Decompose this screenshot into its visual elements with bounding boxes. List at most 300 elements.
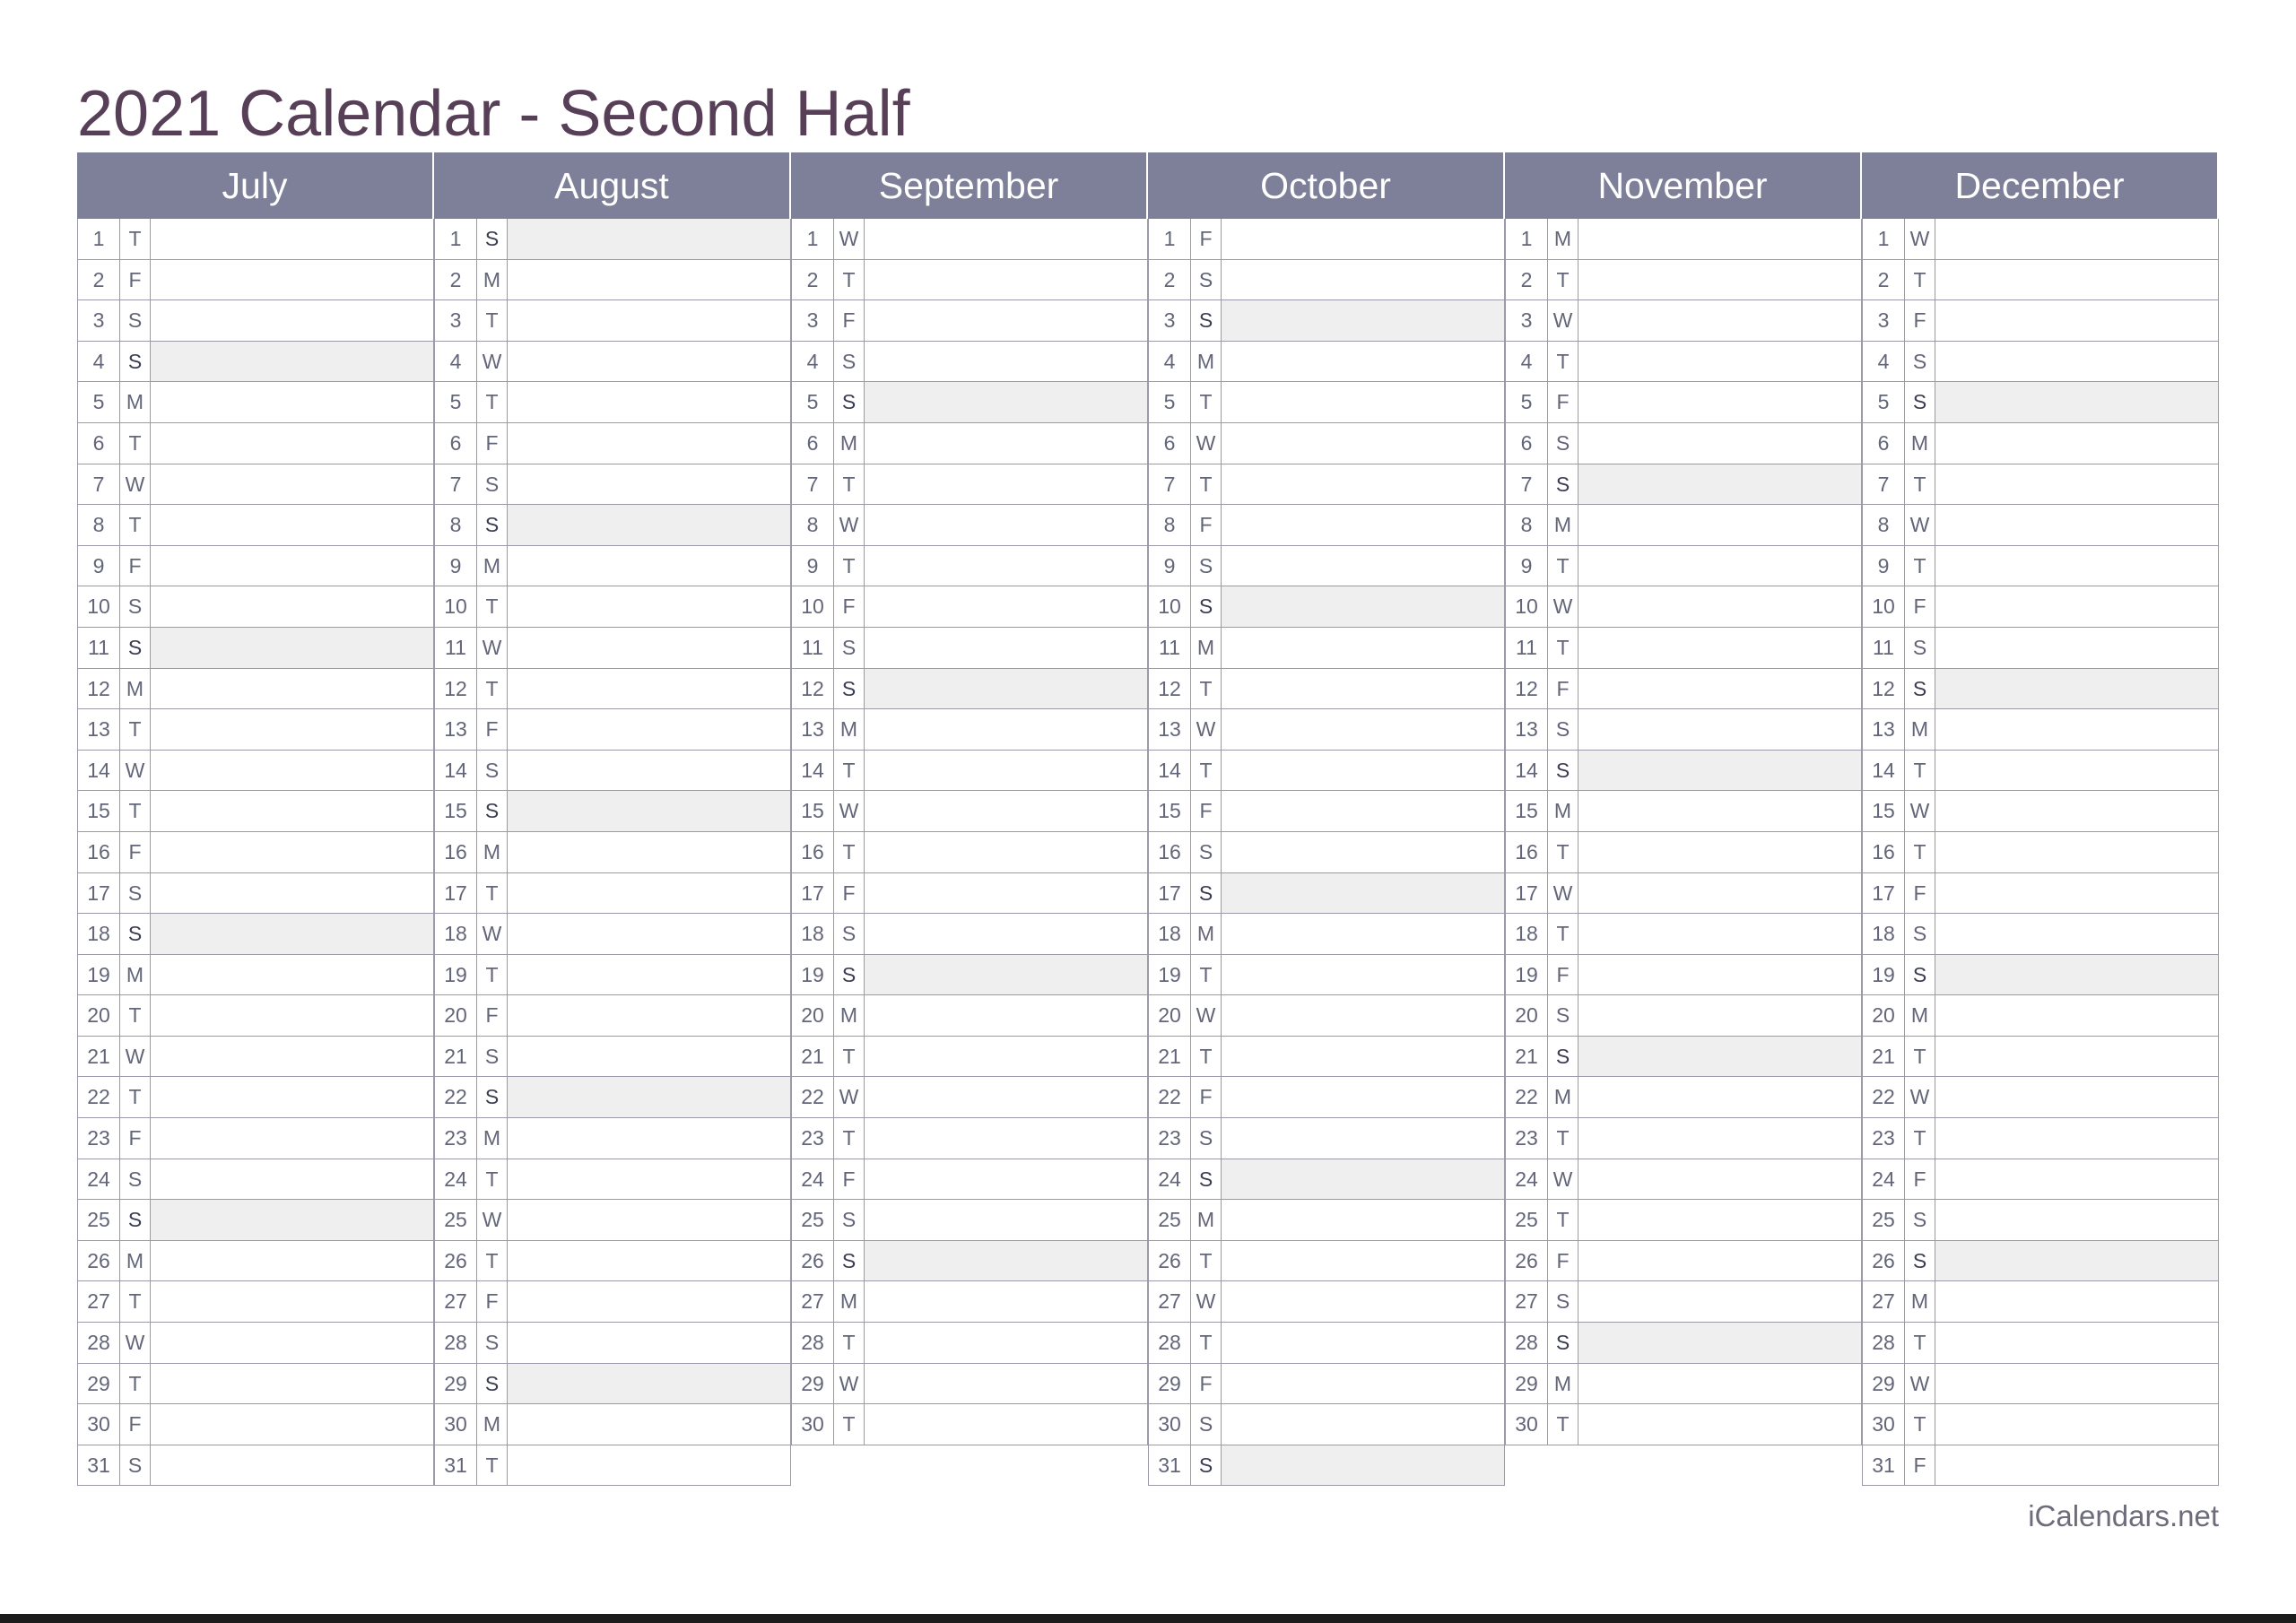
day-note-cell[interactable] <box>1222 586 1504 627</box>
day-number: 26 <box>792 1241 834 1281</box>
day-number: 23 <box>1149 1118 1191 1159</box>
month-header: September <box>791 152 1148 219</box>
day-row <box>77 423 434 464</box>
day-note-cell[interactable] <box>151 464 433 505</box>
day-row <box>1505 832 1862 873</box>
day-note-cell[interactable] <box>1578 1200 1861 1240</box>
day-note-cell[interactable] <box>1935 914 2218 954</box>
day-number: 7 <box>78 464 120 505</box>
day-note-cell[interactable] <box>151 1404 433 1445</box>
day-note-cell[interactable] <box>865 628 1147 668</box>
day-note-cell[interactable] <box>1578 464 1861 505</box>
day-number: 28 <box>1863 1323 1905 1363</box>
day-number: 25 <box>1149 1200 1191 1240</box>
weekday-letter: M <box>1905 1281 1935 1322</box>
day-note-cell[interactable] <box>151 955 433 995</box>
day-note-cell[interactable] <box>1578 669 1861 709</box>
day-note-cell[interactable] <box>865 1037 1147 1077</box>
day-note-cell[interactable] <box>1222 1281 1504 1322</box>
day-row <box>1862 1241 2219 1282</box>
weekday-letter: F <box>1191 1077 1222 1117</box>
day-row <box>434 1200 791 1241</box>
day-number: 23 <box>1506 1118 1548 1159</box>
day-note-cell[interactable] <box>508 1323 790 1363</box>
day-note-cell[interactable] <box>1222 791 1504 831</box>
day-number: 16 <box>1863 832 1905 872</box>
day-note-cell[interactable] <box>1222 300 1504 341</box>
day-note-cell[interactable] <box>1578 1281 1861 1322</box>
day-row <box>434 260 791 301</box>
day-note-cell[interactable] <box>508 1241 790 1281</box>
day-note-cell[interactable] <box>1578 1404 1861 1445</box>
weekday-letter: W <box>834 791 865 831</box>
weekday-letter: S <box>834 1200 865 1240</box>
day-note-cell[interactable] <box>865 751 1147 791</box>
month-header: December <box>1862 152 2219 219</box>
weekday-letter: S <box>1191 1118 1222 1159</box>
day-number: 13 <box>78 709 120 750</box>
day-note-cell[interactable] <box>508 1281 790 1322</box>
weekday-letter: W <box>1191 709 1222 750</box>
day-note-cell[interactable] <box>865 300 1147 341</box>
day-note-cell[interactable] <box>151 669 433 709</box>
day-note-cell[interactable] <box>865 546 1147 586</box>
day-note-cell[interactable] <box>508 260 790 300</box>
day-number: 9 <box>1863 546 1905 586</box>
day-row <box>77 1118 434 1159</box>
day-row <box>77 1241 434 1282</box>
day-row <box>1862 709 2219 751</box>
day-note-cell[interactable] <box>1935 669 2218 709</box>
day-note-cell[interactable] <box>865 586 1147 627</box>
day-note-cell[interactable] <box>1578 382 1861 422</box>
day-note-cell[interactable] <box>1222 546 1504 586</box>
day-note-cell[interactable] <box>1578 791 1861 831</box>
weekday-letter: M <box>1191 628 1222 668</box>
weekday-letter: M <box>120 669 151 709</box>
day-number: 15 <box>792 791 834 831</box>
day-note-cell[interactable] <box>1222 1200 1504 1240</box>
day-note-cell[interactable] <box>151 546 433 586</box>
day-note-cell[interactable] <box>508 628 790 668</box>
day-note-cell[interactable] <box>508 1404 790 1445</box>
weekday-letter: F <box>1905 300 1935 341</box>
weekday-letter: T <box>834 464 865 505</box>
day-note-cell[interactable] <box>1935 464 2218 505</box>
weekday-letter: W <box>1548 300 1578 341</box>
day-note-cell[interactable] <box>508 995 790 1036</box>
day-number: 18 <box>792 914 834 954</box>
day-note-cell[interactable] <box>865 709 1147 750</box>
day-number: 4 <box>1863 342 1905 382</box>
day-note-cell[interactable] <box>151 791 433 831</box>
day-note-cell[interactable] <box>1578 342 1861 382</box>
day-number: 31 <box>435 1445 477 1486</box>
day-note-cell[interactable] <box>151 1445 433 1486</box>
day-note-cell[interactable] <box>151 1118 433 1159</box>
day-note-cell[interactable] <box>1222 709 1504 750</box>
day-note-cell[interactable] <box>1578 832 1861 872</box>
day-note-cell[interactable] <box>508 873 790 914</box>
day-number: 28 <box>78 1323 120 1363</box>
day-number: 16 <box>435 832 477 872</box>
day-note-cell[interactable] <box>1935 1281 2218 1322</box>
weekday-letter: W <box>1191 995 1222 1036</box>
day-note-cell[interactable] <box>151 751 433 791</box>
day-note-cell[interactable] <box>1935 1323 2218 1363</box>
weekday-letter: W <box>1905 505 1935 545</box>
weekday-letter: S <box>1548 1281 1578 1322</box>
day-note-cell[interactable] <box>1222 1077 1504 1117</box>
day-row <box>1148 1445 1505 1487</box>
day-note-cell[interactable] <box>865 464 1147 505</box>
day-note-cell[interactable] <box>1935 300 2218 341</box>
day-number: 21 <box>1863 1037 1905 1077</box>
day-row <box>77 1200 434 1241</box>
day-note-cell[interactable] <box>1935 1404 2218 1445</box>
weekday-letter: T <box>1548 628 1578 668</box>
day-note-cell[interactable] <box>1222 1037 1504 1077</box>
day-row <box>434 995 791 1037</box>
day-note-cell[interactable] <box>508 1159 790 1200</box>
day-number: 3 <box>435 300 477 341</box>
day-row <box>791 1241 1148 1282</box>
day-note-cell[interactable] <box>508 669 790 709</box>
day-note-cell[interactable] <box>1222 1118 1504 1159</box>
day-row <box>1862 669 2219 710</box>
day-note-cell[interactable] <box>1935 1077 2218 1117</box>
day-note-cell[interactable] <box>1935 995 2218 1036</box>
day-note-cell[interactable] <box>151 1077 433 1117</box>
weekday-letter: F <box>477 423 508 464</box>
day-note-cell[interactable] <box>508 1118 790 1159</box>
day-note-cell[interactable] <box>1222 464 1504 505</box>
day-note-cell[interactable] <box>508 955 790 995</box>
day-note-cell[interactable] <box>151 914 433 954</box>
day-row <box>434 586 791 628</box>
day-note-cell[interactable] <box>508 423 790 464</box>
day-note-cell[interactable] <box>1935 1200 2218 1240</box>
day-note-cell[interactable] <box>1935 423 2218 464</box>
weekday-letter: F <box>1191 791 1222 831</box>
day-note-cell[interactable] <box>1578 709 1861 750</box>
weekday-letter: T <box>834 546 865 586</box>
day-row <box>1862 751 2219 792</box>
day-note-cell[interactable] <box>865 219 1147 259</box>
day-note-cell[interactable] <box>865 423 1147 464</box>
weekday-letter: T <box>120 709 151 750</box>
day-note-cell[interactable] <box>1935 628 2218 668</box>
day-note-cell[interactable] <box>1935 709 2218 750</box>
day-note-cell[interactable] <box>151 832 433 872</box>
day-note-cell[interactable] <box>151 1159 433 1200</box>
weekday-letter: S <box>120 586 151 627</box>
day-note-cell[interactable] <box>1222 955 1504 995</box>
weekday-letter: F <box>1191 219 1222 259</box>
day-note-cell[interactable] <box>508 709 790 750</box>
day-note-cell[interactable] <box>1578 1323 1861 1363</box>
day-number: 14 <box>1863 751 1905 791</box>
day-note-cell[interactable] <box>1935 873 2218 914</box>
day-note-cell[interactable] <box>1578 423 1861 464</box>
day-note-cell[interactable] <box>1222 423 1504 464</box>
day-number: 23 <box>1863 1118 1905 1159</box>
day-note-cell[interactable] <box>865 505 1147 545</box>
day-note-cell[interactable] <box>865 1118 1147 1159</box>
day-note-cell[interactable] <box>1222 751 1504 791</box>
day-note-cell[interactable] <box>1578 1037 1861 1077</box>
weekday-letter: M <box>1905 423 1935 464</box>
weekday-letter: S <box>834 955 865 995</box>
day-note-cell[interactable] <box>1222 1241 1504 1281</box>
day-note-cell[interactable] <box>865 1241 1147 1281</box>
day-note-cell[interactable] <box>1222 382 1504 422</box>
weekday-letter: F <box>834 1159 865 1200</box>
weekday-letter: F <box>477 995 508 1036</box>
day-note-cell[interactable] <box>151 1281 433 1322</box>
day-number: 10 <box>1149 586 1191 627</box>
day-row <box>77 709 434 751</box>
day-note-cell[interactable] <box>865 914 1147 954</box>
weekday-letter: W <box>1191 1281 1222 1322</box>
day-note-cell[interactable] <box>1935 219 2218 259</box>
day-number: 17 <box>1149 873 1191 914</box>
day-note-cell[interactable] <box>1935 586 2218 627</box>
day-note-cell[interactable] <box>1222 260 1504 300</box>
day-number: 21 <box>435 1037 477 1077</box>
day-note-cell[interactable] <box>865 995 1147 1036</box>
day-note-cell[interactable] <box>151 260 433 300</box>
day-note-cell[interactable] <box>865 832 1147 872</box>
day-row <box>1148 1037 1505 1078</box>
day-note-cell[interactable] <box>865 873 1147 914</box>
day-note-cell[interactable] <box>1935 1241 2218 1281</box>
day-note-cell[interactable] <box>1222 669 1504 709</box>
day-number: 24 <box>1149 1159 1191 1200</box>
day-note-cell[interactable] <box>508 219 790 259</box>
day-note-cell[interactable] <box>1935 546 2218 586</box>
day-note-cell[interactable] <box>151 628 433 668</box>
day-note-cell[interactable] <box>508 505 790 545</box>
day-note-cell[interactable] <box>151 219 433 259</box>
day-note-cell[interactable] <box>1222 1445 1504 1486</box>
day-note-cell[interactable] <box>1578 628 1861 668</box>
day-row <box>1862 1200 2219 1241</box>
day-note-cell[interactable] <box>151 586 433 627</box>
weekday-letter: M <box>477 260 508 300</box>
day-note-cell[interactable] <box>1578 995 1861 1036</box>
day-note-cell[interactable] <box>1578 300 1861 341</box>
day-row <box>791 546 1148 587</box>
weekday-letter: T <box>1548 914 1578 954</box>
day-note-cell[interactable] <box>1935 260 2218 300</box>
day-note-cell[interactable] <box>865 260 1147 300</box>
day-note-cell[interactable] <box>508 300 790 341</box>
weekday-letter: T <box>1191 669 1222 709</box>
day-note-cell[interactable] <box>865 1404 1147 1445</box>
day-note-cell[interactable] <box>151 1037 433 1077</box>
weekday-letter: S <box>1905 382 1935 422</box>
weekday-letter: F <box>120 260 151 300</box>
day-note-cell[interactable] <box>151 1364 433 1404</box>
day-note-cell[interactable] <box>1935 505 2218 545</box>
day-number: 8 <box>1863 505 1905 545</box>
day-note-cell[interactable] <box>1578 1241 1861 1281</box>
day-row <box>77 873 434 915</box>
day-note-cell[interactable] <box>1935 382 2218 422</box>
day-note-cell[interactable] <box>151 342 433 382</box>
day-note-cell[interactable] <box>865 1281 1147 1322</box>
day-row <box>1505 423 1862 464</box>
day-note-cell[interactable] <box>1222 1364 1504 1404</box>
day-note-cell[interactable] <box>1222 1159 1504 1200</box>
day-number: 30 <box>1506 1404 1548 1445</box>
day-note-cell[interactable] <box>508 1364 790 1404</box>
day-note-cell[interactable] <box>1578 219 1861 259</box>
weekday-letter: S <box>120 300 151 341</box>
day-note-cell[interactable] <box>1222 505 1504 545</box>
day-row <box>1148 832 1505 873</box>
day-note-cell[interactable] <box>1222 995 1504 1036</box>
day-note-cell[interactable] <box>508 382 790 422</box>
day-row <box>434 1281 791 1323</box>
day-number: 30 <box>435 1404 477 1445</box>
day-note-cell[interactable] <box>1935 832 2218 872</box>
day-row <box>1505 1118 1862 1159</box>
day-note-cell[interactable] <box>865 955 1147 995</box>
day-note-cell[interactable] <box>865 1323 1147 1363</box>
day-row <box>1148 1200 1505 1241</box>
day-note-cell[interactable] <box>508 1077 790 1117</box>
day-note-cell[interactable] <box>1222 219 1504 259</box>
day-note-cell[interactable] <box>508 1037 790 1077</box>
day-note-cell[interactable] <box>151 1200 433 1240</box>
day-note-cell[interactable] <box>151 995 433 1036</box>
day-note-cell[interactable] <box>508 914 790 954</box>
day-note-cell[interactable] <box>1578 873 1861 914</box>
day-number: 2 <box>78 260 120 300</box>
weekday-letter: T <box>120 791 151 831</box>
day-note-cell[interactable] <box>1578 586 1861 627</box>
day-note-cell[interactable] <box>865 1159 1147 1200</box>
day-note-cell[interactable] <box>1578 1077 1861 1117</box>
day-note-cell[interactable] <box>151 873 433 914</box>
day-row <box>791 300 1148 342</box>
day-note-cell[interactable] <box>865 1364 1147 1404</box>
day-note-cell[interactable] <box>1222 1323 1504 1363</box>
day-row <box>1148 791 1505 832</box>
weekday-letter: S <box>1905 669 1935 709</box>
day-row <box>1505 1159 1862 1201</box>
day-note-cell[interactable] <box>1578 505 1861 545</box>
weekday-letter: W <box>834 1077 865 1117</box>
day-note-cell[interactable] <box>508 751 790 791</box>
day-note-cell[interactable] <box>1578 955 1861 995</box>
day-note-cell[interactable] <box>508 586 790 627</box>
day-row <box>1862 342 2219 383</box>
month-column-september <box>791 152 1148 1445</box>
day-row <box>77 1037 434 1078</box>
day-row <box>1505 995 1862 1037</box>
day-note-cell[interactable] <box>1222 342 1504 382</box>
day-note-cell[interactable] <box>1222 628 1504 668</box>
day-row <box>434 791 791 832</box>
day-row <box>791 1077 1148 1118</box>
day-row <box>1505 1200 1862 1241</box>
day-note-cell[interactable] <box>1578 260 1861 300</box>
day-note-cell[interactable] <box>508 546 790 586</box>
day-note-cell[interactable] <box>865 342 1147 382</box>
day-note-cell[interactable] <box>1222 1404 1504 1445</box>
day-note-cell[interactable] <box>151 382 433 422</box>
day-number: 21 <box>78 1037 120 1077</box>
day-note-cell[interactable] <box>1935 1159 2218 1200</box>
weekday-letter: T <box>1191 1241 1222 1281</box>
day-number: 23 <box>792 1118 834 1159</box>
day-note-cell[interactable] <box>151 300 433 341</box>
day-note-cell[interactable] <box>1578 1364 1861 1404</box>
day-note-cell[interactable] <box>865 382 1147 422</box>
day-note-cell[interactable] <box>1935 791 2218 831</box>
day-note-cell[interactable] <box>1935 1118 2218 1159</box>
day-note-cell[interactable] <box>1578 1159 1861 1200</box>
weekday-letter: S <box>834 382 865 422</box>
day-note-cell[interactable] <box>1578 1118 1861 1159</box>
weekday-letter: T <box>477 1241 508 1281</box>
day-note-cell[interactable] <box>151 1241 433 1281</box>
day-row <box>77 995 434 1037</box>
day-number: 9 <box>1506 546 1548 586</box>
day-note-cell[interactable] <box>865 669 1147 709</box>
day-note-cell[interactable] <box>1935 955 2218 995</box>
weekday-letter: M <box>834 709 865 750</box>
day-note-cell[interactable] <box>865 791 1147 831</box>
day-note-cell[interactable] <box>508 1200 790 1240</box>
day-note-cell[interactable] <box>508 342 790 382</box>
day-note-cell[interactable] <box>865 1077 1147 1117</box>
day-note-cell[interactable] <box>865 1200 1147 1240</box>
day-note-cell[interactable] <box>1222 873 1504 914</box>
day-number: 27 <box>435 1281 477 1322</box>
day-note-cell[interactable] <box>1935 1364 2218 1404</box>
day-note-cell[interactable] <box>1578 751 1861 791</box>
day-note-cell[interactable] <box>151 709 433 750</box>
day-note-cell[interactable] <box>508 791 790 831</box>
day-note-cell[interactable] <box>1578 546 1861 586</box>
weekday-letter: S <box>1548 1323 1578 1363</box>
day-note-cell[interactable] <box>1935 1445 2218 1486</box>
day-row <box>434 423 791 464</box>
month-header: July <box>77 152 434 219</box>
weekday-letter: S <box>1191 832 1222 872</box>
day-note-cell[interactable] <box>1222 832 1504 872</box>
day-number: 19 <box>1149 955 1191 995</box>
day-note-cell[interactable] <box>1935 342 2218 382</box>
day-note-cell[interactable] <box>151 505 433 545</box>
day-note-cell[interactable] <box>508 832 790 872</box>
day-note-cell[interactable] <box>151 423 433 464</box>
day-note-cell[interactable] <box>1222 914 1504 954</box>
day-number: 13 <box>1863 709 1905 750</box>
day-note-cell[interactable] <box>1935 1037 2218 1077</box>
day-note-cell[interactable] <box>1578 914 1861 954</box>
day-row <box>434 505 791 546</box>
weekday-letter: S <box>1191 586 1222 627</box>
day-note-cell[interactable] <box>508 464 790 505</box>
day-note-cell[interactable] <box>1935 751 2218 791</box>
day-note-cell[interactable] <box>151 1323 433 1363</box>
day-note-cell[interactable] <box>508 1445 790 1486</box>
